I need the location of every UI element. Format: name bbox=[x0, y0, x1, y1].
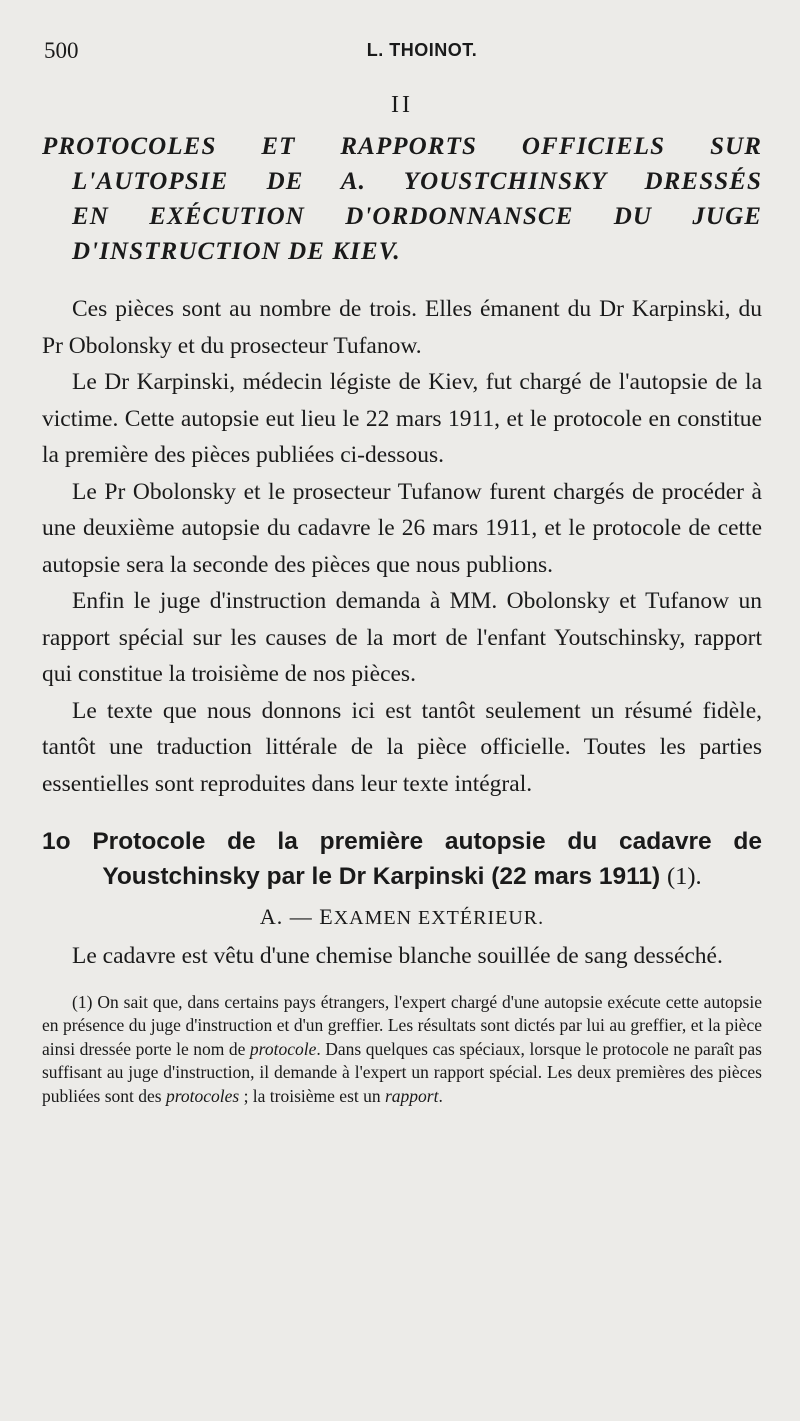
section-title-line: PROTOCOLES ET RAPPORTS OFFICIELS SUR bbox=[42, 133, 762, 160]
footnote-text: (1) On sait que, dans certains pays étrangers, l'expert chargé d'une autopsie exécute cette autopsie en présence du juge d'instruction et d'un greffier. Les résultats sont dictés par lui au greffier, et la pièce ainsi dressée porte le nom de bbox=[42, 991, 762, 1059]
running-head: L. THOINOT. bbox=[366, 40, 478, 60]
footnote-emphasis: protocole bbox=[249, 1038, 317, 1059]
body-paragraph: Ces pièces sont au nombre de trois. Elles émanent du Dr Karpinski, du Pr Obolonsky et du prosecteur Tufanow. bbox=[42, 296, 762, 359]
section-title-line: EN EXÉCUTION D'ORDONNANSCE DU JUGE bbox=[72, 203, 762, 230]
subheading-lead: A. — E bbox=[259, 904, 334, 929]
body-paragraph: Le Pr Obolonsky et le prosecteur Tufanow furent chargés de procéder à une deuxième autopsie du cadavre le 26 mars 1911, et le protocole de cette autopsie sera la seconde des pièces que nous publions. bbox=[42, 478, 762, 578]
footnote-text: . bbox=[438, 1085, 443, 1106]
section-title-line: L'AUTOPSIE DE A. YOUSTCHINSKY DRESSÉS bbox=[72, 168, 762, 195]
body-paragraph: Le cadavre est vêtu d'une chemise blanche souillée de sang desséché. bbox=[72, 943, 723, 969]
section-title bbox=[42, 129, 762, 269]
footnote-text: ; la troisième est un bbox=[239, 1085, 385, 1106]
section-numeral: II bbox=[391, 92, 413, 118]
subsection-title bbox=[42, 824, 762, 894]
page-header bbox=[42, 28, 762, 70]
footnote-emphasis: rapport bbox=[385, 1085, 439, 1106]
subsection-title-line: 1o Protocole de la première autopsie du cadavre de bbox=[42, 828, 762, 855]
body-paragraph: Le Dr Karpinski, médecin légiste de Kiev, fut chargé de l'autopsie de la victime. Cette autopsie eut lieu le 22 mars 1911, et le protocole en constitue la première des pièces publiées ci-dessous. bbox=[42, 369, 762, 468]
subheading bbox=[42, 904, 762, 930]
body-paragraph: Enfin le juge d'instruction demanda à MM. Obolonsky et Tufanow un rapport spécial sur les causes de la mort de l'enfant Youtschinsky, rapport qui constitue la troisième de nos pièces. bbox=[42, 588, 762, 687]
footnote bbox=[42, 991, 762, 1109]
section-title-line: D'INSTRUCTION DE KIEV. bbox=[72, 238, 401, 265]
footnote-text: . Dans quelques cas spéciaux, lorsque le protocole ne paraît pas suffisant au juge d'instruction, il demande à l'expert un rapport spécial. Les deux premières des pièces publiées sont des bbox=[42, 1038, 762, 1106]
subheading-rest: XAMEN EXTÉRIEUR. bbox=[333, 907, 545, 929]
page-number: 500 bbox=[44, 38, 79, 63]
footnote-reference: (1). bbox=[666, 863, 702, 890]
footnote-emphasis: protocoles bbox=[165, 1085, 240, 1106]
body-paragraph: Le texte que nous donnons ici est tantôt seulement un résumé fidèle, tantôt une traduction littérale de la pièce officielle. Toutes les parties essentielles sont reproduites dans leur texte intégral. bbox=[42, 697, 762, 797]
subsection-title-line: Youstchinsky par le Dr Karpinski (22 mars 1911) bbox=[102, 863, 661, 890]
